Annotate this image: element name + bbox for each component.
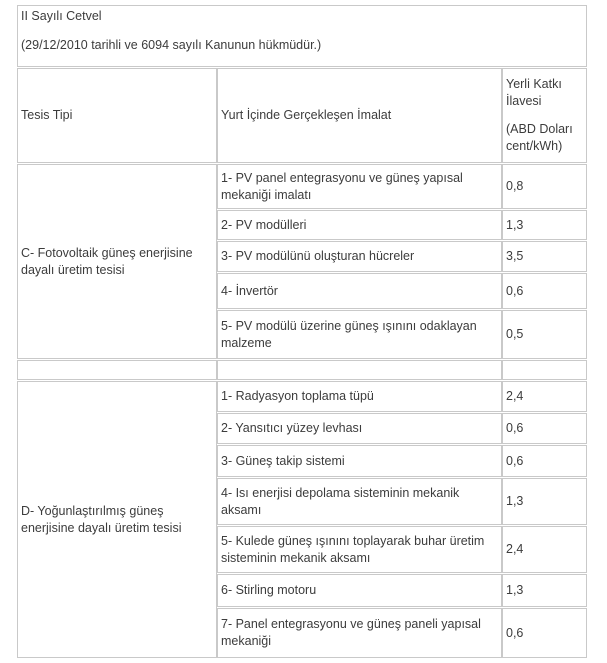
table-row-value	[502, 574, 587, 607]
table-row-value	[502, 210, 587, 240]
row-imalat-line1: 6- Stirling motoru	[221, 583, 317, 597]
table-row-imalat	[217, 241, 502, 272]
header-imalat-label: Yurt İçinde Gerçekleşen İmalat	[221, 108, 392, 122]
group-type-cell	[17, 381, 217, 658]
table-row-value	[502, 478, 587, 525]
header-imalat	[217, 68, 502, 163]
table-row-value	[502, 381, 587, 412]
row-imalat-line1: 5- PV modülü üzerine güneş ışınını odaklayan	[221, 318, 477, 333]
table-subtitle: (29/12/2010 tarihli ve 6094 sayılı Kanunun hükmüdür.)	[21, 38, 322, 52]
header-katki-unit2: cent/kWh)	[506, 139, 563, 153]
row-imalat-line1: 4- Isı enerjisi depolama sisteminin mekanik	[221, 485, 460, 500]
row-imalat-line1: 3- PV modülünü oluşturan hücreler	[221, 249, 415, 263]
row-imalat-line1: 1- PV panel entegrasyonu ve güneş yapısal	[221, 170, 463, 185]
row-value: 1,3	[506, 217, 524, 232]
row-value: 1,3	[506, 583, 524, 597]
table-row-imalat	[217, 310, 502, 359]
table-row-imalat	[217, 273, 502, 309]
table-row-value	[502, 164, 587, 209]
table-title-cell	[17, 5, 587, 67]
row-imalat-line1: 2- Yansıtıcı yüzey levhası	[221, 421, 363, 435]
spacer-cell	[502, 360, 587, 380]
table-row-imalat	[217, 608, 502, 658]
header-tesis-tipi-label: Tesis Tipi	[21, 108, 73, 122]
group-type-line1: C- Fotovoltaik güneş enerjisine	[21, 245, 193, 260]
row-value: 0,6	[506, 453, 524, 468]
table-row-imalat	[217, 478, 502, 525]
table-row-imalat	[217, 445, 502, 477]
header-katki-line1: Yerli Katkı	[506, 77, 562, 91]
table-title: II Sayılı Cetvel	[21, 9, 102, 23]
row-imalat-line1: 3- Güneş takip sistemi	[221, 453, 345, 468]
row-value: 0,6	[506, 283, 524, 298]
spacer-cell	[217, 360, 502, 380]
group-type-line2: enerjisine dayalı üretim tesisi	[21, 520, 182, 535]
table-row-imalat	[217, 381, 502, 412]
header-yerli-katki	[502, 68, 587, 163]
table-row-value	[502, 445, 587, 477]
row-imalat-line2: mekaniği	[221, 634, 272, 648]
table-row-value	[502, 310, 587, 359]
row-imalat-line2: malzeme	[221, 335, 272, 350]
row-value: 0,6	[506, 625, 524, 640]
table-row-value	[502, 413, 587, 444]
spacer-cell	[17, 360, 217, 380]
row-value: 2,4	[506, 389, 524, 403]
group-type-line2: dayalı üretim tesisi	[21, 262, 125, 277]
row-value: 2,4	[506, 542, 524, 556]
table-row-value	[502, 526, 587, 573]
table-row-imalat	[217, 210, 502, 240]
row-value: 3,5	[506, 249, 524, 263]
table-row-imalat	[217, 413, 502, 444]
table-row-imalat	[217, 526, 502, 573]
row-imalat-line1: 2- PV modülleri	[221, 217, 307, 232]
row-imalat-line1: 5- Kulede güneş ışınını toplayarak buhar üretim	[221, 533, 485, 548]
row-value: 0,5	[506, 327, 524, 341]
group-type-line1: D- Yoğunlaştırılmış güneş	[21, 503, 164, 518]
row-value: 0,8	[506, 179, 524, 193]
table-row-value	[502, 608, 587, 658]
header-katki-unit1: (ABD Doları	[506, 122, 573, 136]
header-tesis-tipi	[17, 68, 217, 163]
header-katki-line2: İlavesi	[506, 94, 542, 108]
table-row-imalat	[217, 574, 502, 607]
table-row-value	[502, 241, 587, 272]
row-value: 1,3	[506, 494, 524, 508]
row-imalat-line2: sisteminin mekanik aksamı	[221, 550, 371, 565]
table-row-imalat	[217, 164, 502, 209]
row-imalat-line1: 1- Radyasyon toplama tüpü	[221, 389, 374, 403]
row-imalat-line2: mekaniği imalatı	[221, 187, 312, 202]
table-row-value	[502, 273, 587, 309]
row-value: 0,6	[506, 421, 524, 435]
row-imalat-line2: aksamı	[221, 502, 262, 517]
group-type-cell	[17, 164, 217, 359]
row-imalat-line1: 7- Panel entegrasyonu ve güneş paneli yapısal	[221, 617, 481, 631]
row-imalat-line1: 4- İnvertör	[221, 283, 278, 298]
